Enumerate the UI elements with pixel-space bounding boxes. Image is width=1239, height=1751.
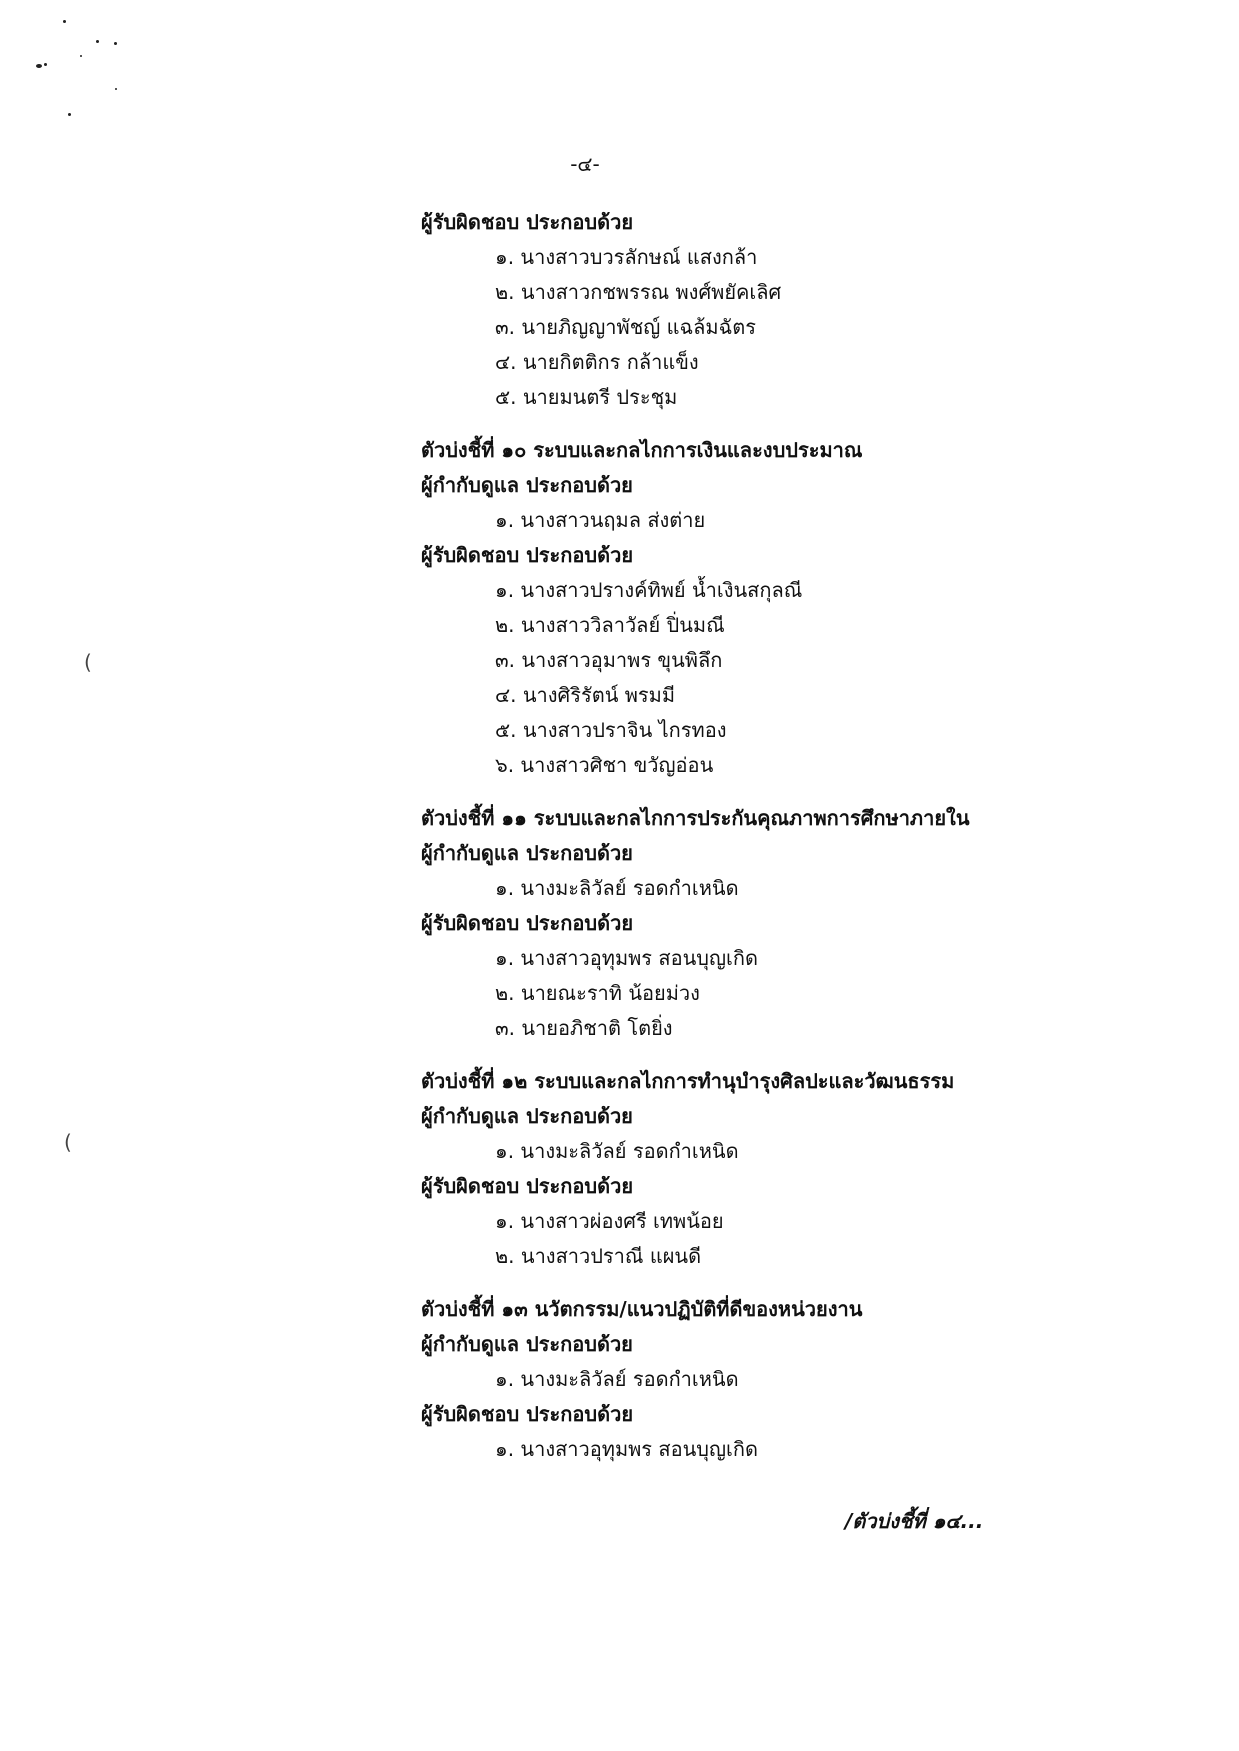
responsible-header: ผู้รับผิดชอบ ประกอบด้วย <box>421 1402 634 1426</box>
list-item: ๕. นางสาวปราจิน ไกรทอง <box>495 718 727 742</box>
list-item: ๖. นางสาวศิชา ขวัญอ่อน <box>495 753 714 777</box>
supervisor-header: ผู้กำกับดูแล ประกอบด้วย <box>421 841 633 865</box>
responsible-header: ผู้รับผิดชอบ ประกอบด้วย <box>421 1174 634 1198</box>
indicator-title: ตัวบ่งชี้ที่ ๑๐ ระบบและกลไกการเงินและงบประมาณ <box>421 438 863 462</box>
list-item: ๑. นางสาวนฤมล ส่งต่าย <box>495 508 706 532</box>
list-item: ๓. นางสาวอุมาพร ขุนพิลึก <box>495 648 723 672</box>
list-item: ๓. นายอภิชาติ โตยิ่ง <box>495 1016 673 1040</box>
responsible-header: ผู้รับผิดชอบ ประกอบด้วย <box>421 911 634 935</box>
list-item: ๑. นางสาวบวรลักษณ์ แสงกล้า <box>495 245 758 269</box>
list-item: ๑. นางมะลิวัลย์ รอดกำเหนิด <box>495 876 739 900</box>
list-item: ๔. นางศิริรัตน์ พรมมี <box>495 683 676 707</box>
responsible-header: ผู้รับผิดชอบ ประกอบด้วย <box>421 210 634 234</box>
list-item: ๑. นางสาวอุทุมพร สอนบุญเกิด <box>495 1437 758 1461</box>
list-item: ๒. นางสาวปราณี แผนดี <box>495 1244 702 1268</box>
document-body <box>421 205 1201 1467</box>
list-item: ๑. นางมะลิวัลย์ รอดกำเหนิด <box>495 1139 739 1163</box>
list-item: ๕. นายมนตรี ประชุม <box>495 385 678 409</box>
list-item: ๒. นางสาววิลาวัลย์ ปิ่นมณี <box>495 613 725 637</box>
list-item: ๑. นางมะลิวัลย์ รอดกำเหนิด <box>495 1367 739 1391</box>
supervisor-header: ผู้กำกับดูแล ประกอบด้วย <box>421 1332 633 1356</box>
indicator-title: ตัวบ่งชี้ที่ ๑๑ ระบบและกลไกการประกันคุณภาพการศึกษาภายใน <box>421 806 970 830</box>
continuation-note: /ตัวบ่งชี้ที่ ๑๔... <box>845 1509 984 1533</box>
list-item: ๑. นางสาวอุทุมพร สอนบุญเกิด <box>495 946 758 970</box>
list-item: ๒. นายณะราทิ น้อยม่วง <box>495 981 700 1005</box>
responsible-header: ผู้รับผิดชอบ ประกอบด้วย <box>421 543 634 567</box>
list-item: ๔. นายกิตติกร กล้าแข็ง <box>495 350 699 374</box>
margin-mark: ( <box>64 1130 72 1154</box>
page-number: -๔- <box>570 152 600 176</box>
indicator-title: ตัวบ่งชี้ที่ ๑๓ นวัตกรรม/แนวปฏิบัติที่ดีของหน่วยงาน <box>421 1297 863 1321</box>
list-item: ๒. นางสาวกชพรรณ พงศ์พยัคเลิศ <box>495 280 782 304</box>
supervisor-header: ผู้กำกับดูแล ประกอบด้วย <box>421 1104 633 1128</box>
list-item: ๑. นางสาวผ่องศรี เทพน้อย <box>495 1209 724 1233</box>
indicator-title: ตัวบ่งชี้ที่ ๑๒ ระบบและกลไกการทำนุบำรุงศิลปะและวัฒนธรรม <box>421 1069 955 1093</box>
margin-mark: ( <box>84 650 92 674</box>
supervisor-header: ผู้กำกับดูแล ประกอบด้วย <box>421 473 633 497</box>
list-item: ๑. นางสาวปรางค์ทิพย์ น้ำเงินสกุลณี <box>495 578 803 602</box>
list-item: ๓. นายภิญญาพัชญ์ แฉล้มฉัตร <box>495 315 756 339</box>
